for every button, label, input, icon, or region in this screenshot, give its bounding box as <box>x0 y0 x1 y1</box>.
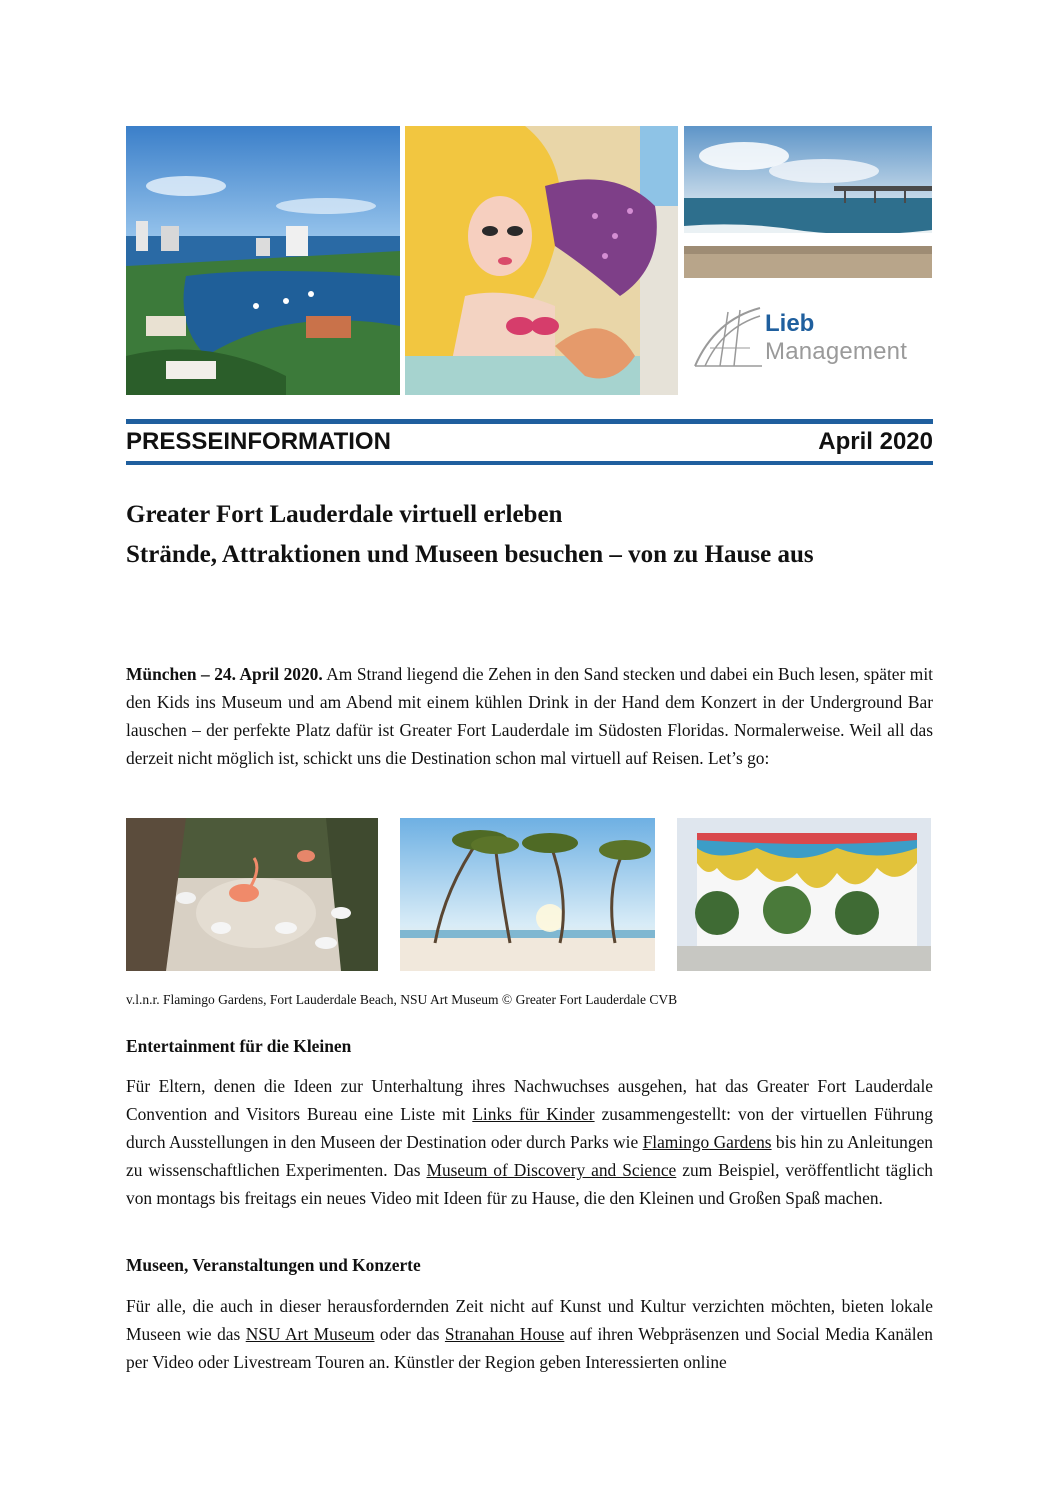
press-date: April 2020 <box>818 428 933 455</box>
headline <box>126 495 936 575</box>
paragraph-text: auf ihren Webpräsenzen und Social Media Kanälen per Video oder Livestream Touren an. Künstler der Region geben Interessierten online <box>126 1324 933 1372</box>
paragraph-text: bis hin zu Anleitungen zu wissenschaftlichen Experimenten. Das <box>126 1132 933 1180</box>
link-museum-of-discovery[interactable]: Museum of Discovery and Science <box>426 1160 677 1180</box>
palm-beach-photo <box>400 818 655 971</box>
section-heading-museums: Museen, Veranstaltungen und Konzerte <box>126 1255 421 1275</box>
logo-line-1: Lieb <box>765 310 815 337</box>
paragraph-text: oder das <box>374 1324 445 1344</box>
section-paragraph-museums <box>126 1292 933 1376</box>
press-label: PRESSEINFORMATION <box>126 428 391 455</box>
headline-subtitle: Strände, Attraktionen und Museen besuchen – von zu Hause aus <box>126 541 814 568</box>
logo-arc-icon <box>690 300 765 375</box>
link-nsu-art-museum[interactable]: NSU Art Museum <box>245 1324 375 1344</box>
paragraph-text: Für Eltern, denen die Ideen zur Unterhaltung ihres Nachwuchses ausgehen, hat das Greater Fort Lauderdale Convention and Visitors Bureau eine Liste mit <box>126 1076 933 1124</box>
link-flamingo-gardens[interactable]: Flamingo Gardens <box>642 1132 772 1152</box>
beach-pier-photo <box>684 126 932 278</box>
intro-dateline: München – 24. April 2020. <box>126 664 323 684</box>
link-stranahan-house[interactable]: Stranahan House <box>444 1324 565 1344</box>
intro-paragraph <box>126 660 933 772</box>
nsu-art-museum-photo <box>677 818 931 971</box>
mermaid-mural-photo <box>405 126 678 395</box>
paragraph-text: zum Beispiel, veröffentlicht täglich von montags bis freitags ein neues Video mit Ideen für zu Hause, die den Kleinen und Großen Spaß machen. <box>126 1160 933 1208</box>
intro-text: Am Strand liegend die Zehen in den Sand stecken und dabei ein Buch lesen, später mit den Kids ins Museum und am Abend mit einem kühlen Drink in der Hand dem Konzert in der Underground Bar lauschen – der perfekte Platz dafür ist Greater Fort Lauderdale im Südosten Floridas. Normalerweise. Weil all das derzeit nicht möglich ist, schickt uns die Destination schon mal virtuell auf Reisen. Let’s go: <box>126 664 933 768</box>
link-links-fuer-kinder[interactable]: Links für Kinder <box>472 1104 595 1124</box>
harbor-photo <box>126 126 400 395</box>
lieb-management-logo <box>690 300 935 375</box>
flamingo-photo <box>126 818 378 971</box>
paragraph-text: Für alle, die auch in dieser herausfordernden Zeit nicht auf Kunst und Kultur verzichten möchten, bieten lokale Museen wie das <box>126 1296 933 1344</box>
headline-title: Greater Fort Lauderdale virtuell erleben <box>126 501 563 528</box>
header-rule-top <box>126 419 933 424</box>
photo-caption: v.l.n.r. Flamingo Gardens, Fort Lauderdale Beach, NSU Art Museum © Greater Fort Lauderdale CVB <box>126 992 678 1007</box>
section-heading-kids: Entertainment für die Kleinen <box>126 1036 352 1056</box>
section-paragraph-kids <box>126 1072 933 1212</box>
paragraph-text: zusammengestellt: von der virtuellen Führung durch Ausstellungen in den Museen der Destination oder durch Parks wie <box>126 1104 933 1152</box>
header-rule-bottom <box>126 461 933 465</box>
logo-line-2: Management <box>765 338 908 365</box>
